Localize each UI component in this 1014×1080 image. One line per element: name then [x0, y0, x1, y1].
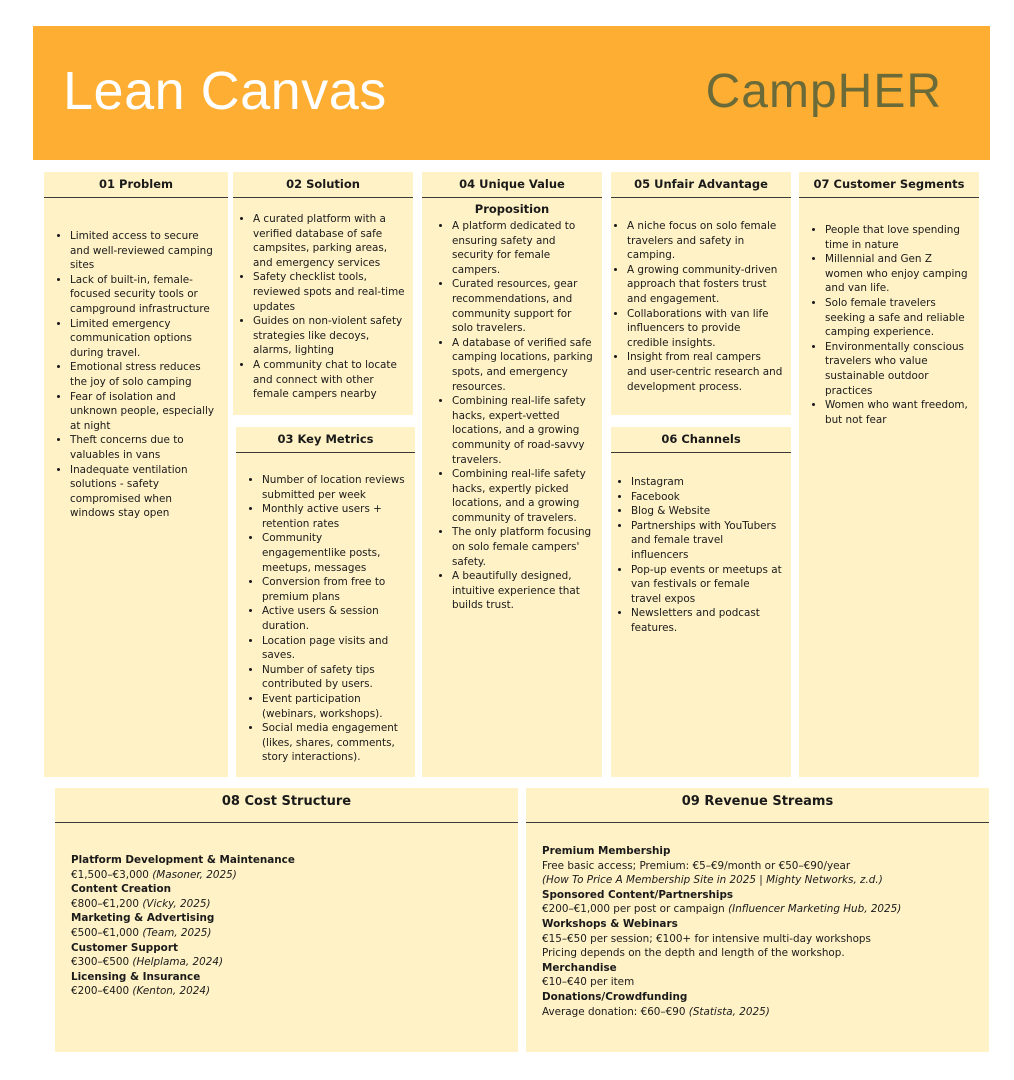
- revenue-workshops-note: Pricing depends on the depth and length of the workshop.: [542, 947, 845, 960]
- cost-structure-box: [55, 788, 518, 1052]
- cost-label: Platform Development & Maintenance: [71, 854, 295, 866]
- revenue-merch-value: €10–€40 per item: [542, 976, 635, 989]
- cost-item: [71, 853, 510, 882]
- cost-value: €1,500–€3,000: [71, 868, 149, 881]
- header-banner: [33, 26, 990, 160]
- cost-label: Marketing & Advertising: [71, 912, 215, 925]
- cost-citation: (Helplama, 2024): [132, 956, 223, 969]
- customer-segments-title: 07 Customer Segments: [799, 172, 979, 198]
- key-metrics-title: 03 Key Metrics: [236, 427, 415, 453]
- uvp-box: [422, 172, 602, 777]
- key-metrics-box: [236, 427, 415, 777]
- unfair-advantage-title: 05 Unfair Advantage: [611, 172, 791, 198]
- cost-value-line: [71, 955, 510, 970]
- list-item: • Guides on non-violent safety strategies like decoys, alarms, lighting: [253, 314, 405, 358]
- list-item: • Lack of built-in, female-focused security tools or campground infrastructure: [70, 273, 220, 317]
- list-item: • Combining real-life safety hacks, expertly picked locations, and a growing community of travelers.: [452, 467, 594, 525]
- list-item: • Newsletters and podcast features.: [631, 606, 783, 635]
- list-item: • Solo female travelers seeking a safe and reliable camping experience.: [825, 296, 971, 340]
- list-item: • Limited access to secure and well-reviewed camping sites: [70, 229, 220, 273]
- revenue-streams-list: [526, 844, 989, 1019]
- cost-structure-title: 08 Cost Structure: [55, 788, 518, 823]
- list-item: • The only platform focusing on solo female campers' safety.: [452, 525, 594, 569]
- list-item: • Millennial and Gen Z women who enjoy camping and van life.: [825, 252, 971, 296]
- list-item: • Inadequate ventilation solutions - safety compromised when windows stay open: [70, 463, 220, 521]
- list-item: • A database of verified safe camping locations, parking spots, and emergency resources.: [452, 336, 594, 394]
- list-item: • Facebook: [631, 490, 783, 505]
- problem-list: [44, 229, 228, 521]
- unfair-advantage-list: [611, 219, 791, 394]
- revenue-workshops-label: Workshops & Webinars: [542, 917, 678, 930]
- revenue-premium-label: Premium Membership: [542, 845, 671, 857]
- list-item: • Environmentally conscious travelers who value sustainable outdoor practices: [825, 340, 971, 398]
- uvp-list: [422, 219, 602, 613]
- cost-item: [71, 941, 510, 970]
- channels-title: 06 Channels: [611, 427, 791, 453]
- revenue-streams-title: 09 Revenue Streams: [526, 788, 989, 823]
- list-item: • Safety checklist tools, reviewed spots and real-time updates: [253, 270, 405, 314]
- list-item: • A community chat to locate and connect with other female campers nearby: [253, 358, 405, 402]
- cost-item: [71, 882, 510, 911]
- revenue-donations-citation: (Statista, 2025): [688, 1005, 770, 1018]
- cost-citation: (Vicky, 2025): [142, 897, 211, 910]
- list-item: • People that love spending time in nature: [825, 223, 971, 252]
- list-item: • Theft concerns due to valuables in vans: [70, 433, 220, 462]
- list-item: • Curated resources, gear recommendations, and community support for solo travelers.: [452, 277, 594, 335]
- list-item: • Community engagementlike posts, meetups, messages: [262, 531, 407, 575]
- list-item: • Partnerships with YouTubers and female travel influencers: [631, 519, 783, 563]
- list-item: • Event participation (webinars, workshops).: [262, 692, 407, 721]
- problem-title: 01 Problem: [44, 172, 228, 198]
- solution-box: [233, 172, 413, 415]
- revenue-merch-label: Merchandise: [542, 961, 617, 974]
- cost-label: Customer Support: [71, 941, 178, 954]
- revenue-donations-label: Donations/Crowdfunding: [542, 990, 688, 1003]
- revenue-donations-line: [542, 1005, 981, 1020]
- list-item: • Social media engagement (likes, shares, comments, story interactions).: [262, 721, 407, 765]
- cost-label: Licensing & Insurance: [71, 970, 201, 983]
- cost-value-line: [71, 897, 510, 912]
- list-item: • Insight from real campers and user-centric research and development process.: [627, 350, 783, 394]
- cost-item: [71, 970, 510, 999]
- cost-citation: (Kenton, 2024): [132, 985, 211, 998]
- revenue-streams-box: [526, 788, 989, 1052]
- cost-value: €300–€500: [71, 956, 130, 969]
- cost-value: €800–€1,200: [71, 897, 139, 910]
- cost-value-line: [71, 926, 510, 941]
- list-item: • Monthly active users + retention rates: [262, 502, 407, 531]
- solution-title: 02 Solution: [233, 172, 413, 198]
- list-item: • Number of safety tips contributed by users.: [262, 663, 407, 692]
- cost-structure-list: [55, 853, 518, 999]
- list-item: • Fear of isolation and unknown people, especially at night: [70, 390, 220, 434]
- channels-list: [611, 475, 791, 636]
- channels-box: [611, 427, 791, 777]
- revenue-premium-value: Free basic access; Premium: €5–€9/month or €50–€90/year: [542, 859, 851, 872]
- list-item: • Instagram: [631, 475, 783, 490]
- list-item: • Limited emergency communication options during travel.: [70, 317, 220, 361]
- cost-value: €500–€1,000: [71, 926, 139, 939]
- revenue-donations-value: Average donation: €60–€90: [542, 1005, 686, 1018]
- list-item: • Combining real-life safety hacks, expert-vetted locations, and a growing community of road-savvy travelers.: [452, 394, 594, 467]
- cost-value-line: [71, 984, 510, 999]
- cost-label: Content Creation: [71, 883, 172, 896]
- list-item: • Collaborations with van life influencers to provide credible insights.: [627, 307, 783, 351]
- uvp-title: 04 Unique Value Proposition: [422, 172, 602, 198]
- list-item: • Conversion from free to premium plans: [262, 575, 407, 604]
- revenue-sponsored-value: €200–€1,000 per post or campaign: [542, 903, 725, 916]
- revenue-sponsored-label: Sponsored Content/Partnerships: [542, 888, 734, 901]
- revenue-sponsored-line: [542, 902, 981, 917]
- list-item: • A platform dedicated to ensuring safety and security for female campers.: [452, 219, 594, 277]
- list-item: • Pop-up events or meetups at van festivals or female travel expos: [631, 563, 783, 607]
- cost-item: [71, 911, 510, 940]
- list-item: • Location page visits and saves.: [262, 634, 407, 663]
- list-item: • Number of location reviews submitted per week: [262, 473, 407, 502]
- page-title: Lean Canvas: [63, 61, 387, 121]
- revenue-sponsored-citation: (Influencer Marketing Hub, 2025): [728, 903, 902, 916]
- list-item: • A beautifully designed, intuitive experience that builds trust.: [452, 569, 594, 613]
- list-item: • Women who want freedom, but not fear: [825, 398, 971, 427]
- brand-name: CampHER: [705, 65, 942, 118]
- list-item: • A niche focus on solo female travelers and safety in camping.: [627, 219, 783, 263]
- cost-value-line: [71, 868, 510, 883]
- unfair-advantage-box: [611, 172, 791, 415]
- list-item: • A growing community-driven approach that fosters trust and engagement.: [627, 263, 783, 307]
- revenue-workshops-value: €15–€50 per session; €100+ for intensive multi-day workshops: [542, 932, 871, 945]
- list-item: • A curated platform with a verified database of safe campsites, parking areas, and emergency services: [253, 212, 405, 270]
- cost-citation: (Masoner, 2025): [152, 868, 237, 881]
- cost-citation: (Team, 2025): [142, 926, 212, 939]
- problem-box: [44, 172, 228, 777]
- key-metrics-list: [236, 473, 415, 765]
- solution-list: [233, 212, 413, 402]
- customer-segments-box: [799, 172, 979, 777]
- revenue-premium-citation: (How To Price A Membership Site in 2025 | Mighty Networks, z.d.): [542, 874, 883, 887]
- list-item: • Active users & session duration.: [262, 604, 407, 633]
- cost-value: €200–€400: [71, 985, 130, 998]
- customer-segments-list: [799, 223, 979, 427]
- list-item: • Emotional stress reduces the joy of solo camping: [70, 360, 220, 389]
- list-item: • Blog & Website: [631, 504, 783, 519]
